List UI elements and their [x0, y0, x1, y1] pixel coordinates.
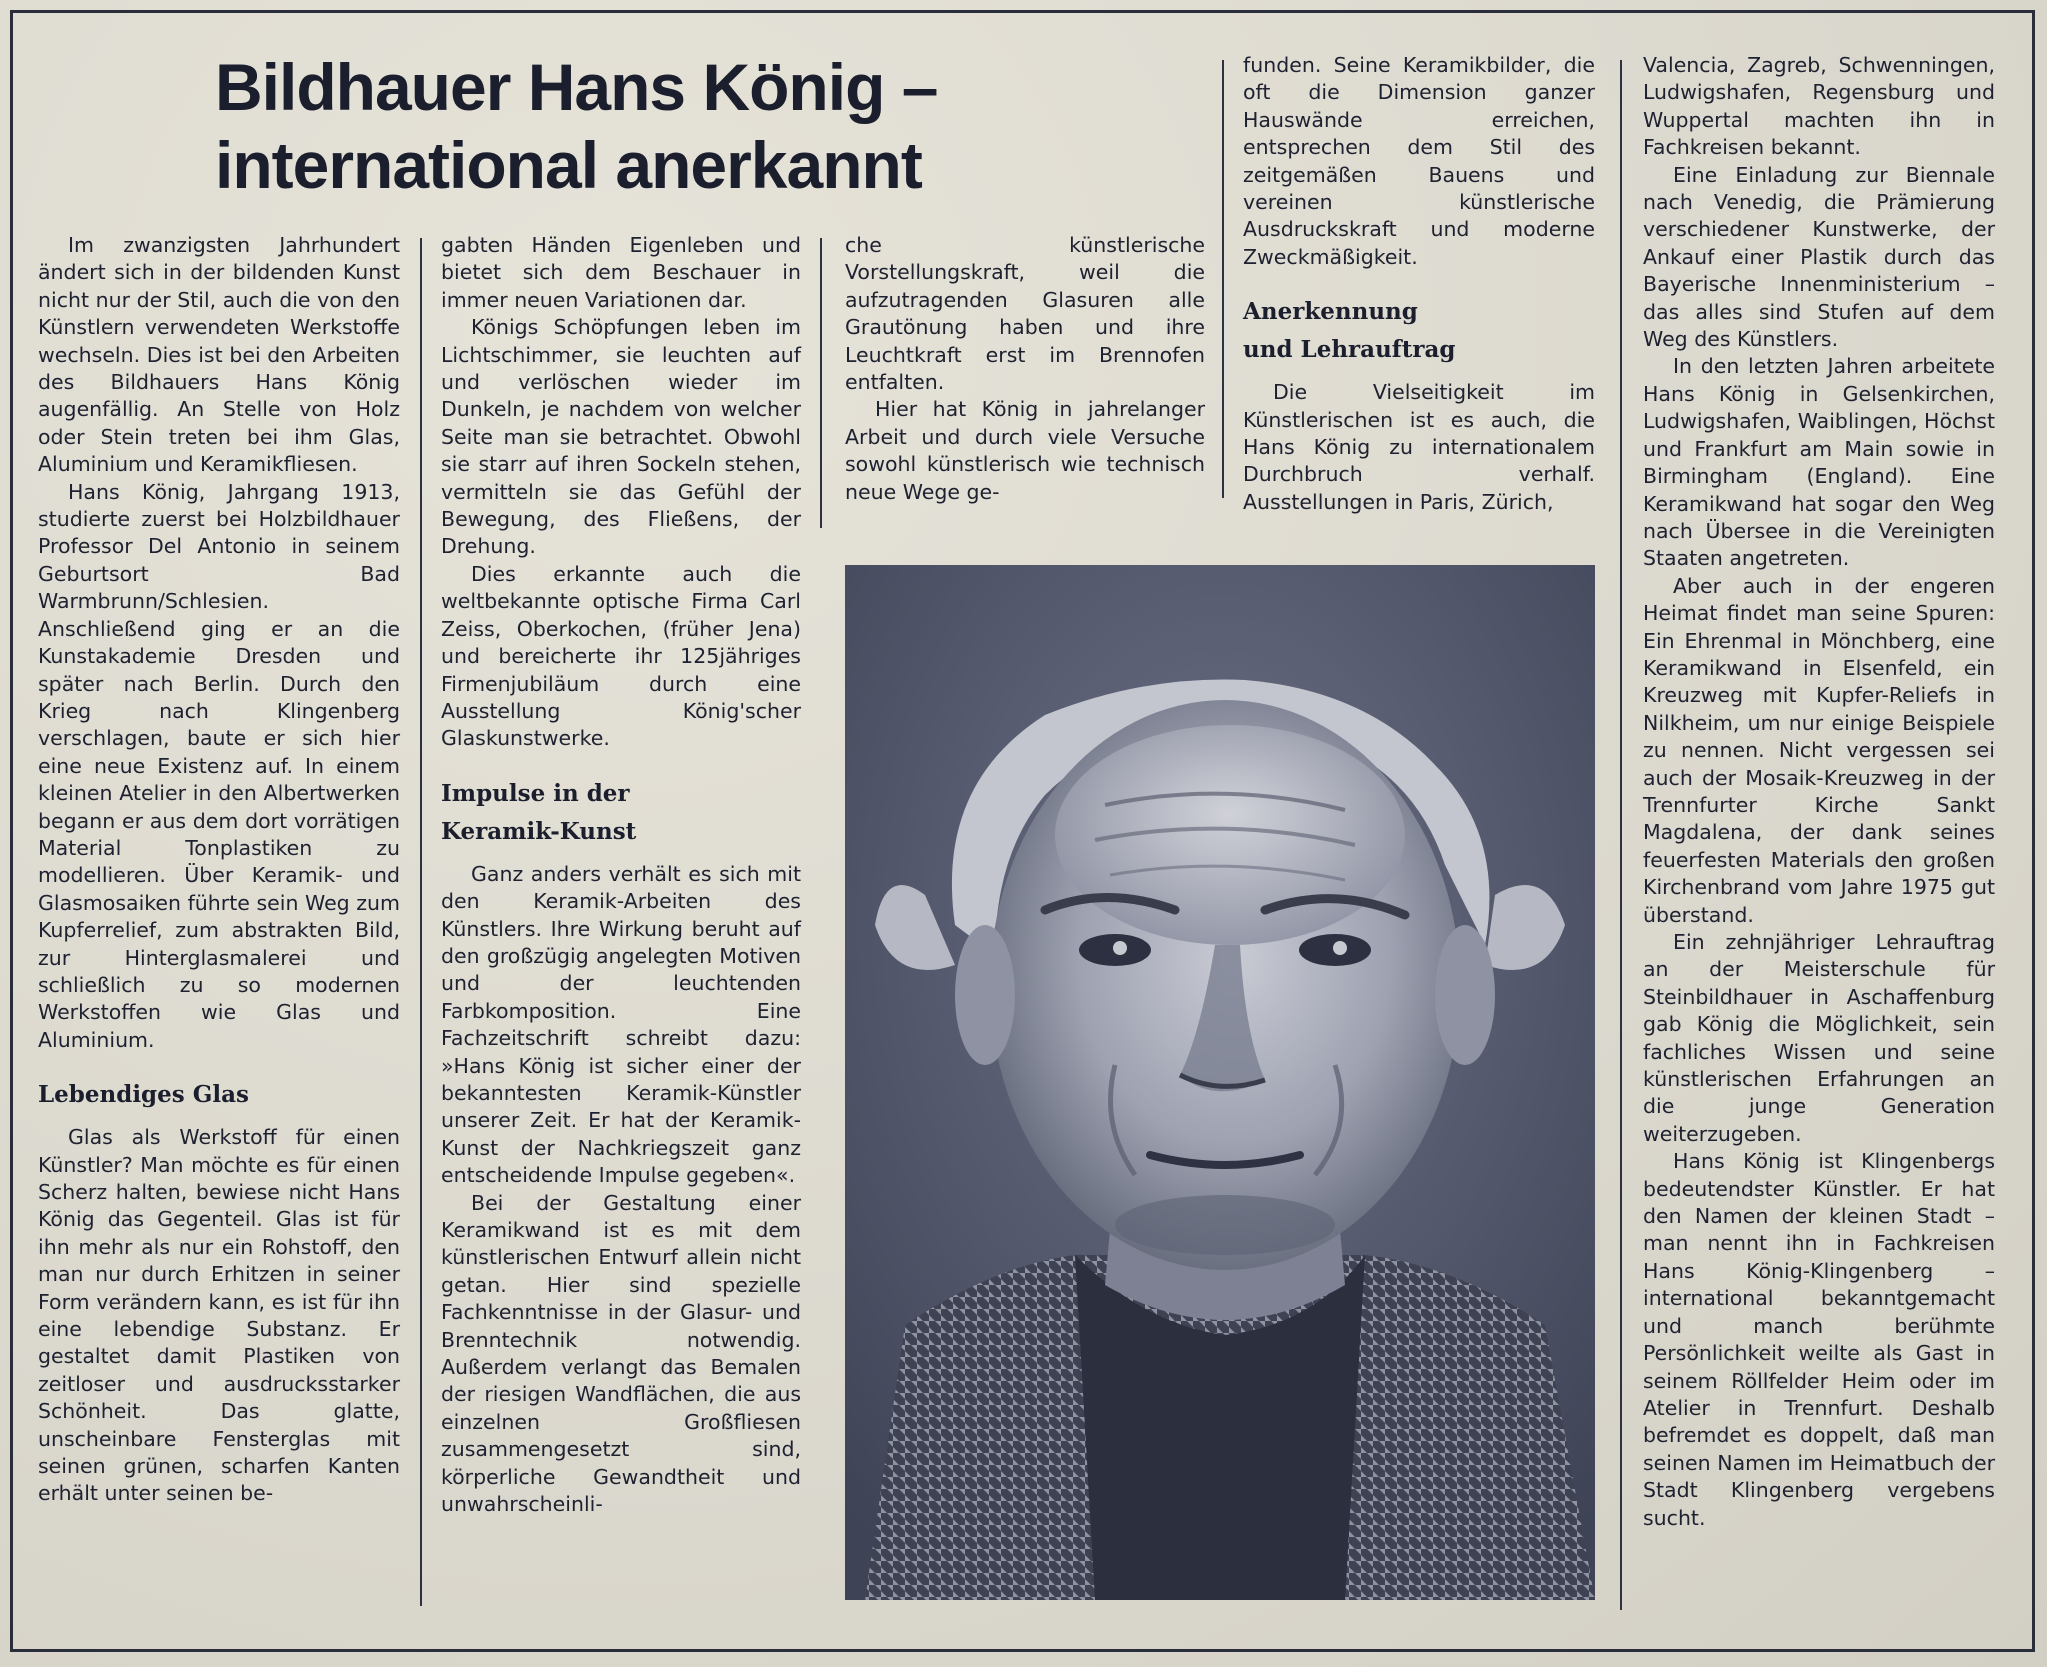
column-rule-4	[1620, 60, 1622, 1610]
headline-line-1: Bildhauer Hans König –	[215, 50, 938, 124]
col1-paragraph-1: Im zwanzigsten Jahrhundert ändert sich in der bildenden Kunst nicht nur der Stil, auch die von den Künstlern verwendeten Werkstoffe wechseln. Dies ist bei den Arbeiten des Bildhauers Hans König augenfällig. An Stelle von Holz oder Stein treten bei ihm Glas, Aluminium und Keramikfliesen.	[38, 233, 400, 477]
col5-paragraph-4: Aber auch in der engeren Heimat findet man seine Spuren: Ein Ehrenmal in Mönchberg, eine Keramikwand in Elsenfeld, ein Kreuzweg mit Kupfer-Reliefs in Nilkheim, um nur einige Beispiele zu nennen. Nicht vergessen sei auch der Mosaik-Kreuzweg in der Trennfurter Kirche Sankt Magdalena, der dank seines feuerfesten Materials den großen Kirchenbrand vom Jahre 1975 gut überstand.	[1643, 573, 1995, 927]
headline-line-2: international anerkannt	[215, 128, 922, 202]
subheading-impulse-line-1: Impulse in der	[441, 779, 630, 807]
col2-paragraph-4: Ganz anders verhält es sich mit den Keramik-Arbeiten des Künstlers. Ihre Wirkung beruht auf den großzügig angelegten Motiven und der leuchtenden Farbkomposition. Eine Fachzeitschrift schreibt dazu: »Hans König ist sicher einer der bekanntesten Keramik-Künstler unserer Zeit. Er hat der Keramik-Kunst der Nachkriegszeit ganz entscheidende Impulse gegeben«.	[441, 861, 801, 1188]
col4-paragraph-1: funden. Seine Keramikbilder, die oft die Dimension ganzer Hauswände erreichen, entsprechen dem Stil des zeitgemäßen Bauens und vereinen künstlerische Ausdruckskraft und moderne Zweckmäßigkeit.	[1243, 53, 1595, 269]
column-3	[845, 232, 1205, 506]
col4-paragraph-2: Die Vielseitigkeit im Künstlerischen ist es auch, die Hans König zu internationalem Durchbruch verhalf. Ausstellungen in Paris, Zürich,	[1243, 380, 1595, 514]
column-rule-3	[1222, 60, 1224, 498]
col2-paragraph-1: gabten Händen Eigenleben und bietet sich dem Beschauer in immer neuen Variationen dar.	[441, 233, 801, 312]
subheading-impulse	[441, 775, 801, 851]
subheading-anerkennung-line-1: Anerkennung	[1243, 298, 1418, 326]
subheading-anerkennung	[1243, 293, 1595, 369]
column-1	[38, 232, 400, 1508]
column-5	[1643, 52, 1995, 1532]
col3-paragraph-2: Hier hat König in jahrelanger Arbeit und durch viele Versuche sowohl künstlerisch wie technisch neue Wege ge-	[845, 397, 1205, 504]
column-rule-1	[420, 238, 422, 1606]
col1-paragraph-2: Hans König, Jahrgang 1913, studierte zuerst bei Holzbildhauer Professor Del Antonio in seinem Geburtsort Bad Warmbrunn/Schlesien. Anschließend ging er an die Kunstakademie Dresden und später nach Berlin. Durch den Krieg nach Klingenberg verschlagen, baute er sich hier eine neue Existenz auf. In einem kleinen Atelier in den Albertwerken begann er aus dem dort vorrätigen Material Tonplastiken zu modellieren. Über Keramik- und Glasmosaiken führte sein Weg zum Kupferrelief, zum abstrakten Bild, zur Hinterglasmalerei und schließlich zu so modernen Werkstoffen wie Glas und Aluminium.	[38, 479, 400, 1052]
portrait-illustration	[845, 565, 1595, 1600]
portrait-photo	[845, 565, 1595, 1600]
col1-paragraph-3: Glas als Werkstoff für einen Künstler? Man möchte es für einen Scherz halten, bewiese nicht Hans König das Gegenteil. Glas ist für ihn mehr als nur ein Rohstoff, den man nur durch Erhitzen in seiner Form verändern kann, es ist für ihn eine lebendige Substanz. Er gestaltet damit Plastiken von zeitloser und ausdrucksstarker Schönheit. Das glatte, unscheinbare Fensterglas mit seinen grünen, scharfen Kanten erhält unter seinen be-	[38, 1125, 400, 1506]
col5-paragraph-6: Hans König ist Klingenbergs bedeutendster Künstler. Er hat den Namen der kleinen Stadt – man nennt ihn in Fachkreisen Hans König-Klingenberg – international bekanntgemacht und manch berühmte Persönlichkeit weilte als Gast in seinem Röllfelder Heim oder im Atelier in Trennfurt. Deshalb befremdet es doppelt, daß man seinen Namen im Heimatbuch der Stadt Klingenberg vergebens sucht.	[1643, 1149, 1995, 1530]
col5-paragraph-3: In den letzten Jahren arbeitete Hans König in Gelsenkirchen, Ludwigshafen, Waiblingen, Höchst und Frankfurt am Main sowie in Birmingham (England). Eine Keramikwand hat sogar den Weg nach Übersee in die Vereinigten Staaten angetreten.	[1643, 354, 1995, 571]
column-rule-2	[820, 238, 822, 528]
subheading-impulse-line-2: Keramik-Kunst	[441, 817, 637, 845]
col5-paragraph-1: Valencia, Zagreb, Schwenningen, Ludwigshafen, Regensburg und Wuppertal machten ihn in Fachkreisen bekannt.	[1643, 53, 1995, 160]
column-4	[1243, 52, 1595, 516]
col5-paragraph-2: Eine Einladung zur Biennale nach Venedig, die Prämierung verschiedener Kunstwerke, der Ankauf einer Plastik durch das Bayerische Innenministerium – das alles sind Stufen auf dem Weg des Künstlers.	[1643, 162, 1995, 352]
subheading-anerkennung-line-2: und Lehrauftrag	[1243, 336, 1456, 364]
col2-paragraph-5: Bei der Gestaltung einer Keramikwand ist es mit dem künstlerischen Entwurf allein nicht getan. Hier sind spezielle Fachkenntnisse in der Glasur- und Brenntechnik notwendig. Außerdem verlangt das Bemalen der riesigen Wandflächen, die aus einzelnen Großfliesen zusammengesetzt sind, körperliche Gewandtheit und unwahrscheinli-	[441, 1190, 801, 1517]
column-2	[441, 232, 801, 1518]
subheading-lebendiges-glas: Lebendiges Glas	[38, 1081, 249, 1109]
col2-paragraph-2: Königs Schöpfungen leben im Lichtschimmer, sie leuchten auf und verlöschen wieder im Dunkeln, je nachdem von welcher Seite man sie betrachtet. Obwohl sie starr auf ihren Sockeln stehen, vermitteln sie das Gefühl der Bewegung, des Fließens, der Drehung.	[441, 315, 801, 559]
headline	[215, 48, 1215, 204]
col2-paragraph-3: Dies erkannte auch die weltbekannte optische Firma Carl Zeiss, Oberkochen, (früher Jena) und bereicherte ihr 125jähriges Firmenjubiläum durch eine Ausstellung König'scher Glaskunstwerke.	[441, 561, 801, 751]
col3-paragraph-1: che künstlerische Vorstellungskraft, weil die aufzutragenden Glasuren alle Grautönung haben und ihre Leuchtkraft erst im Brennofen entfalten.	[845, 233, 1205, 395]
col5-paragraph-5: Ein zehnjähriger Lehrauftrag an der Meisterschule für Steinbildhauer in Aschaffenburg gab König die Möglichkeit, sein fachliches Wissen und seine künstlerischen Erfahrungen an die junge Generation weiterzugeben.	[1643, 930, 1995, 1146]
